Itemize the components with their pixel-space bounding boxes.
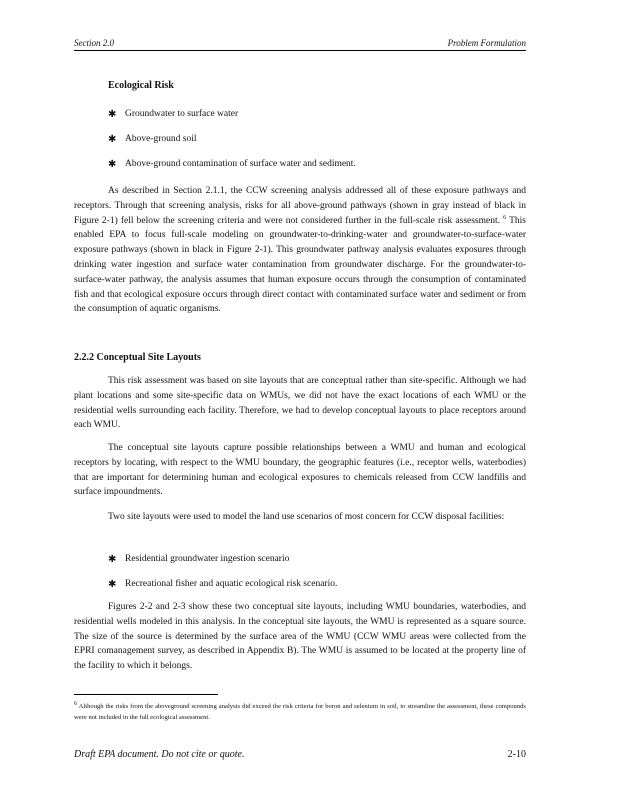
paragraph-layout-relationships: The conceptual site layouts capture possible relationships between a WMU and human and ecological receptors by locating, with respect to the WMU boundary, the geographic features (i.e., receptor wells, waterbodies) that are important for determining human and ecological exposures to chemicals released from CCW landfills and surface impoundments. (74, 443, 526, 498)
header-chapter-title: Problem Formulation (447, 38, 526, 48)
paragraph-text: As described in Section 2.1.1, the CCW screening analysis addressed all of these exposure pathways and receptors. Through that screening analysis, risks for all above-ground pathways (shown in gray instead of black in Figure 2-1) fell below the screening criteria and were not considered further in the full-scale risk assessment. (74, 186, 526, 226)
running-header (74, 38, 526, 51)
bullet-marker-icon: ✱ (108, 579, 117, 590)
footnote-divider (74, 694, 218, 695)
bullet-text: Groundwater to surface water (125, 109, 239, 119)
bullet-text: Above-ground contamination of surface water and sediment. (125, 159, 356, 169)
footnote (74, 702, 526, 723)
footnote-mark: 6 (74, 700, 77, 707)
bullet-text: Residential groundwater ingestion scenario (125, 554, 290, 564)
page-number: 2-10 (507, 749, 526, 760)
paragraph-text: This enabled EPA to focus full-scale modeling on groundwater-to-drinking-water and groundwater-to-surface-water exposure pathways (shown in black in Figure 2-1). This groundwater pathway analysis evaluates exposures through drinking water ingestion and surface water contamination from groundwater discharge. For the groundwater-to-surface-water pathway, the analysis assumes that human exposure occurs through the consumption of contaminated fish and that ecological exposure occurs through direct contact with contaminated surface water and sediment or from the consumption of aquatic organisms. (74, 215, 526, 315)
bullet-marker-icon: ✱ (108, 159, 117, 170)
header-section: Section 2.0 (74, 38, 114, 48)
section-heading: 2.2.2 Conceptual Site Layouts (74, 352, 201, 363)
bullet-marker-icon: ✱ (108, 134, 117, 145)
bullet-marker-icon: ✱ (108, 109, 117, 120)
paragraph-land-use-scenarios: Two site layouts were used to model the land use scenarios of most concern for CCW disposal facilities: (108, 512, 505, 522)
footnote-reference[interactable]: 6 (503, 214, 507, 221)
paragraph-exposure-pathways (74, 184, 526, 317)
paragraph-site-layouts: This risk assessment was based on site layouts that are conceptual rather than site-specific. Although we had plant locations and some site-specific data on WMUs, we did not have the exact locations of each WMU or the residential wells surrounding each facility. Therefore, we had to develop conceptual layouts to place receptors around each WMU. (74, 376, 526, 431)
bullet-text: Recreational fisher and aquatic ecological risk scenario. (125, 579, 338, 589)
draft-notice: Draft EPA document. Do not cite or quote. (74, 749, 245, 760)
ecological-risk-heading: Ecological Risk (108, 80, 174, 91)
bullet-text: Above-ground soil (125, 134, 197, 144)
paragraph-figures-description: Figures 2-2 and 2-3 show these two conceptual site layouts, including WMU boundaries, waterbodies, and residential wells modeled in this analysis. In the conceptual site layouts, the WMU is represented as a square source. The size of the source is determined by the surface area of the WMU (CCW WMU areas were collected from the EPRI comanagement survey, as described in Appendix B). The WMU is assumed to be located at the property line of the facility to which it belongs. (74, 602, 526, 672)
bullet-marker-icon: ✱ (108, 554, 117, 565)
footnote-text: Although the risks from the aboveground screening analysis did exceed the risk criteria for boron and selenium in soil, to streamline the assessment, these compounds were not included in the full ecological assessment. (74, 703, 526, 721)
